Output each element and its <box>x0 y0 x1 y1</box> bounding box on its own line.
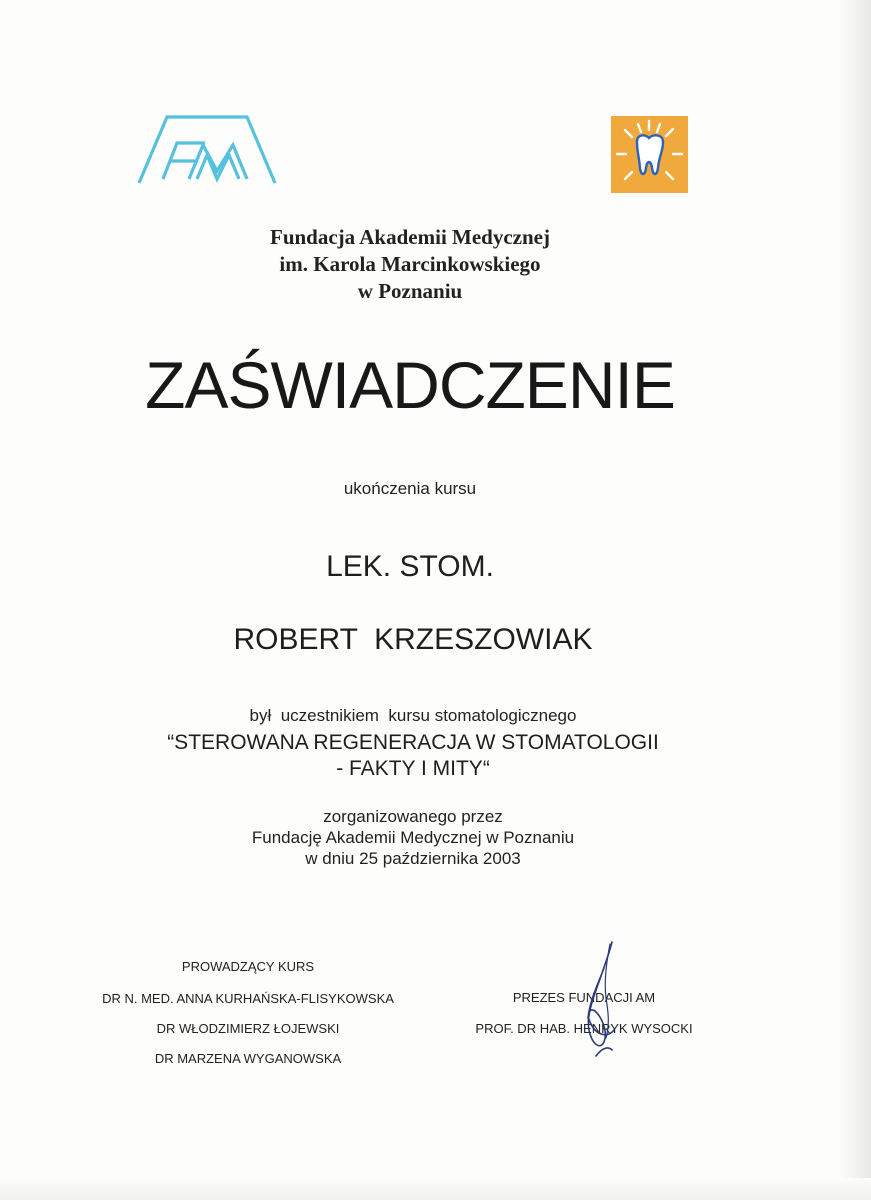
scan-edge-right <box>839 0 871 1200</box>
organizer-line-3: w dniu 25 października 2003 <box>305 849 521 868</box>
course-title <box>0 730 826 782</box>
president-heading: PREZES FUNDACJI AM <box>512 990 656 1005</box>
lecturer-name: DR WŁODZIMIERZ ŁOJEWSKI <box>156 1021 340 1036</box>
course-intro: był uczestnikiem kursu stomatologicznego <box>249 706 577 725</box>
course-title-line-1: “STEROWANA REGENERACJA W STOMATOLOGII <box>167 731 659 754</box>
lecturer-name: DR MARZENA WYGANOWSKA <box>154 1051 342 1066</box>
scan-edge-bottom <box>0 1178 871 1200</box>
organizer-line-2: Fundację Akademii Medycznej w Poznaniu <box>251 828 575 847</box>
tooth-icon <box>611 116 688 193</box>
foundation-line-3: w Poznaniu <box>357 279 463 303</box>
course-title-line-2: - FAKTY I MITY“ <box>336 757 490 780</box>
certificate-subtitle: ukończenia kursu <box>343 479 477 498</box>
foundation-header <box>0 224 820 305</box>
lecturers-block <box>58 957 438 1079</box>
fm-logo-icon <box>137 113 277 185</box>
recipient-honorific: LEK. STOM. <box>326 550 494 583</box>
foundation-line-2: im. Karola Marcinkowskiego <box>279 252 541 276</box>
certificate-title: ZAŚWIADCZENIE <box>145 348 675 422</box>
lecturer-name: DR N. MED. ANNA KURHAŃSKA-FLISYKOWSKA <box>102 991 394 1006</box>
foundation-line-1: Fundacja Akademii Medycznej <box>270 225 550 249</box>
recipient-name: ROBERT KRZESZOWIAK <box>233 623 593 656</box>
president-name: PROF. DR HAB. HENRYK WYSOCKI <box>475 1021 693 1036</box>
lecturers-heading: PROWADZĄCY KURS <box>181 959 315 974</box>
organizer-line-1: zorganizowanego przez <box>323 807 503 826</box>
organizer-block <box>0 806 826 869</box>
signature-icon <box>560 938 650 1068</box>
